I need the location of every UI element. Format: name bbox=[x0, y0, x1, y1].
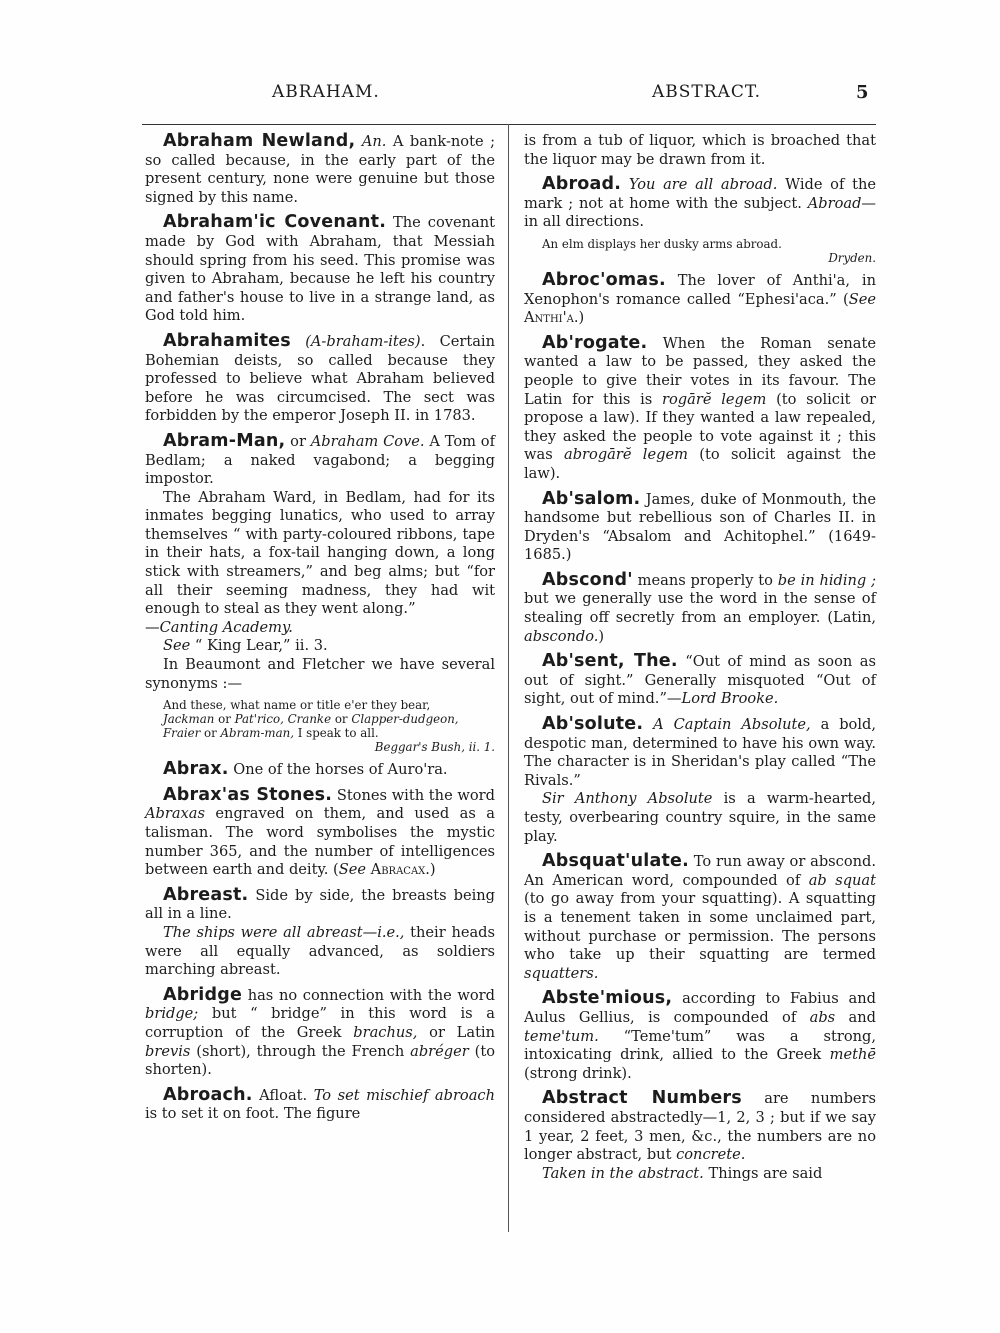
headword: Abroc'omas. bbox=[542, 269, 666, 290]
headword: Ab'solute. bbox=[542, 714, 644, 735]
entry-abstemious: Abste'mious, according to Fabius and Aulus Gellius, is compounded of abs and teme'tum. “Teme'tum” was a strong, intoxicating drink, allied to the Greek methē (strong drink). bbox=[524, 988, 876, 1082]
left-column bbox=[145, 132, 495, 1130]
headword: Abscond' bbox=[542, 569, 633, 590]
entry-absalom bbox=[524, 490, 876, 565]
entry-abridge: Abridge has no connection with the word bridge; but “ bridge” in this word is a corruption of the Greek brachus, or Latin brevis (short), through the French abréger (to shorten). bbox=[145, 984, 496, 1079]
definition: A bank-note ; so called because, in the early part of the present century, none were genuine but those signed by this name. bbox=[145, 133, 495, 206]
page-number: 5 bbox=[856, 82, 870, 103]
paragraph: The Abraham Ward, in Bedlam, had for its inmates begging lunatics, who used to array themselves “ with party-coloured ribbons, tape in their hats, a fox-tail hanging down, a long stick with streamers,” and beg alms; but “for all their seeming madness, they had wit enough to steal as they went along.” bbox=[145, 488, 495, 618]
headword: Abroad. bbox=[542, 174, 622, 195]
entry-abrahamites: Abrahamites (A-braham-ites). Certain Bohemian deists, so called because they professed to believe what Abraham believed before he was circumcised. The sect was forbidden by the emperor Joseph II. in 1783. bbox=[145, 330, 495, 425]
running-head-left: ABRAHAM. bbox=[272, 82, 380, 102]
entry-absolute: Ab'solute. A Captain Absolute, a bold, despotic man, determined to have his own way. The character is in Sheridan's play called “The Rivals.” Sir Anthony Absolute is a warm-hearted, testy, overbearing country squire, in the same play. bbox=[524, 714, 876, 845]
entry-absent: Ab'sent, The. “Out of mind as soon as out of sight.” Generally misquoted “Out of sight, out of mind.”—Lord Brooke. bbox=[524, 651, 876, 708]
entry-abraxas-stones: Abrax'as Stones. Stones with the word Abraxas engraved on them, and used as a talisman. The word symbolises the mystic number 365, and the number of intelligences between earth and deity. (See Abracax.) bbox=[145, 784, 495, 879]
entry-abstract-numbers: Abstract Numbers are numbers considered abstractedly—1, 2, 3 ; but if we say 1 year, 2 feet, 3 men, &c., the numbers are no longer abstract, but concrete. Taken in the abstract. Things are said bbox=[524, 1088, 877, 1182]
paragraph: In Beaumont and Fletcher we have several synonyms :— bbox=[145, 656, 495, 692]
source: —Canting Academy. bbox=[145, 618, 293, 636]
headword: Abraham Newland, bbox=[163, 131, 356, 151]
entry-continuation: is from a tub of liquor, which is broached that the liquor may be drawn from it. bbox=[524, 132, 876, 168]
definition: A Tom of Bedlam; a naked vagabond; a begging impostor. bbox=[145, 432, 495, 488]
headword: Absquat'ulate. bbox=[542, 851, 689, 872]
entry-absquatulate: Absquat'ulate. To run away or abscond. An American word, compounded of ab squat (to go away from your squatting). A squatting is a tenement taken in some unclaimed part, without purchase or permission. The persons who take up their squatting are termed squatters. bbox=[524, 851, 876, 982]
entry-abrax bbox=[145, 760, 495, 780]
headword: Abroach. bbox=[163, 1084, 253, 1105]
headword: Abram-Man, bbox=[163, 430, 286, 451]
verse-quote: An elm displays her dusky arms abroad. Dryden. bbox=[542, 236, 876, 265]
definition: The covenant made by God with Abraham, that Messiah should spring from his seed. This promise was given to Abraham, because he left his country and father's house to live in a strange land, as God told him. bbox=[145, 214, 495, 325]
entry-abreast: Abreast. Side by side, the breasts being all in a line. The ships were all abreast—i.e., their heads were all equally advanced, as soldiers marching abreast. bbox=[145, 884, 496, 979]
headword: Abridge bbox=[163, 984, 243, 1005]
headword: Abreast. bbox=[163, 884, 249, 905]
entry-abroad: Abroad. You are all abroad. Wide of the mark ; not at home with the subject. Abroad—in all directions. An elm displays her dusky arms abroad. Dryden. bbox=[524, 174, 876, 265]
verse-quote: And these, what name or title e'er they bear, Jackman or Pat'rico, Cranke or Clapper-dudgeon, Fraier or Abram-man, I speak to all. Beggar's Bush, ii. 1. bbox=[163, 698, 495, 755]
headword: Abraham'ic Covenant. bbox=[163, 212, 387, 233]
headword: Ab'salom. bbox=[542, 488, 641, 509]
entry-abram-man: Abram-Man, or Abraham Cove. A Tom of Bedlam; a naked vagabond; a begging impostor. The Abraham Ward, in Bedlam, had for its inmates begging lunatics, who used to array themselves “ with party-coloured ribbons, tape in their hats, a fox-tail hanging down, a long stick with streamers,” and beg alms; but “for all their seeming madness, they had wit enough to steal as they went along.” —Canting Academy. See “ King Lear,” ii. 3. In Beaumont and Fletcher we have several synonyms :— And these, what name or title e'er they bear, Jackman or Pat'rico, Cranke or Clapper-dudgeon, Fraier or Abram-man, I speak to all. Beggar's Bush, ii. 1. bbox=[145, 430, 495, 755]
definition: One of the horses of Auro'ra. bbox=[228, 761, 448, 779]
entry-abraham-newland: Abraham Newland, An. A bank-note ; so called because, in the early part of the present century, none were genuine but those signed by this name. bbox=[145, 131, 495, 206]
headword: Abstract Numbers bbox=[542, 1088, 742, 1109]
definition: . Certain Bohemian deists, so called because they professed to believe what Abraham believed before he was circumcised. The sect was forbidden by the emperor Joseph II. in 1783. bbox=[145, 332, 495, 425]
entry-abrahamic-covenant bbox=[145, 213, 495, 326]
entry-abrocomas: Abroc'omas. The lover of Anthi'a, in Xenophon's romance called “Ephesi'aca.” (See Anthi'a.) bbox=[524, 269, 876, 327]
entry-abroach: Abroach. Afloat. To set mischief abroach is to set it on foot. The figure bbox=[145, 1084, 495, 1123]
headword: Abste'mious, bbox=[542, 988, 673, 1009]
headword: Abrax. bbox=[163, 759, 229, 780]
definition: James, duke of Monmouth, the handsome but rebellious son of Charles II. in Dryden's “Absalom and Achitophel.” (1649-1685.) bbox=[524, 490, 876, 564]
column-divider bbox=[508, 124, 509, 1232]
headword: Abrax'as Stones. bbox=[163, 784, 333, 805]
header-rule bbox=[142, 124, 876, 125]
entry-abscond: Abscond' means properly to be in hiding ; but we generally use the word in the sense of stealing off secretly from an employer. (Latin, abscondo.) bbox=[524, 569, 876, 645]
headword: Ab'sent, The. bbox=[542, 651, 678, 672]
definition: Side by side, the breasts being all in a line. bbox=[145, 886, 495, 923]
headword: Ab'rogate. bbox=[542, 332, 648, 353]
running-head-right: ABSTRACT. bbox=[652, 82, 762, 102]
headword: Abrahamites bbox=[163, 330, 291, 351]
right-column bbox=[524, 132, 876, 1189]
entry-abrogate: Ab'rogate. When the Roman senate wanted a law to be passed, they asked the people to give their votes in its favour. The Latin for this is rogārĕ legem (to solicit or propose a law). If they wanted a law repealed, they asked the people to vote against it ; this was abrogārĕ legem (to solicit against the law). bbox=[524, 332, 876, 482]
